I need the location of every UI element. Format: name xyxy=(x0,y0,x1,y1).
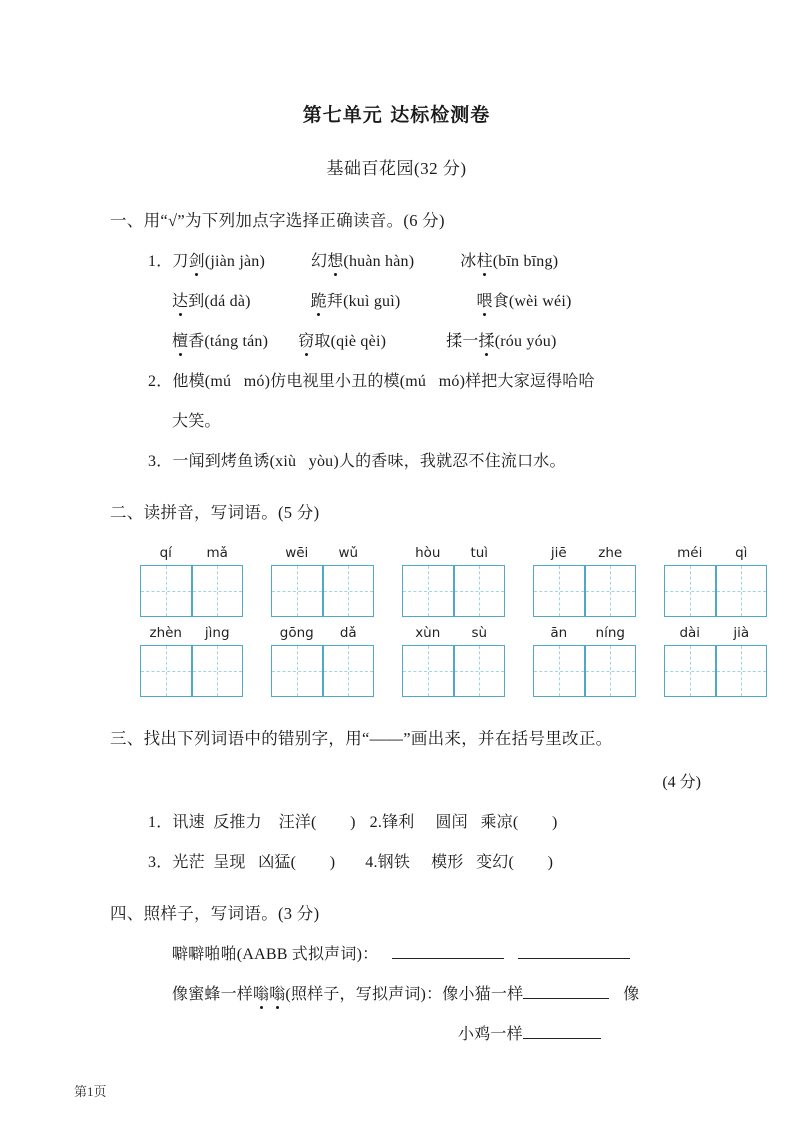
pinyin-label xyxy=(533,545,636,561)
pinyin-options[interactable]: (qiè qèi) xyxy=(330,333,387,350)
pinyin-label xyxy=(664,625,767,641)
section-three-row-2 xyxy=(0,832,793,872)
tianzi-cell[interactable] xyxy=(271,645,323,697)
tianzi-cell[interactable] xyxy=(140,645,192,697)
pinyin-word-xun-su xyxy=(402,625,505,697)
pinyin-word-jie-zhe xyxy=(533,545,636,617)
pinyin-syllable: mǎ xyxy=(206,545,228,561)
dotted-char: 想 xyxy=(327,248,343,271)
tianzi-cell[interactable] xyxy=(454,645,506,697)
pinyin-syllable: hòu xyxy=(415,545,441,561)
pinyin-options[interactable]: (jiàn jàn) xyxy=(204,253,266,270)
pinyin-label xyxy=(402,625,505,641)
tianzi-cell[interactable] xyxy=(585,565,637,617)
choice-word-5[interactable] xyxy=(311,293,401,310)
section-one-heading: 一、用“√”为下列加点字选择正确读音。(6 分) xyxy=(110,211,445,230)
pinyin-syllable: wǔ xyxy=(338,545,359,561)
dotted-char: 柱 xyxy=(476,248,492,271)
word-before: 揉一 xyxy=(446,333,479,350)
tianzi-cell[interactable] xyxy=(192,565,244,617)
tianzi-cell[interactable] xyxy=(271,565,323,617)
pinyin-options[interactable]: (kuì guì) xyxy=(343,293,401,310)
word-after: 食 xyxy=(492,293,509,310)
pinyin-word-hou-tui xyxy=(402,545,505,617)
section-three xyxy=(0,697,793,872)
pinyin-syllable: dǎ xyxy=(339,625,357,641)
answer-blank-2[interactable] xyxy=(518,958,630,959)
pinyin-word-qi-ma xyxy=(140,545,243,617)
word-before: 冰 xyxy=(460,253,477,270)
pinyin-word-gong-da xyxy=(271,625,374,697)
dotted-char: 窃 xyxy=(298,328,314,351)
section-two xyxy=(0,471,793,697)
pinyin-word-wei-wu xyxy=(271,545,374,617)
pinyin-label xyxy=(140,545,243,561)
tianzi-box[interactable] xyxy=(664,565,767,617)
section-two-heading: 二、读拼音，写词语。(5 分) xyxy=(110,503,320,522)
choice-word-4[interactable] xyxy=(172,293,251,310)
tianzi-cell[interactable] xyxy=(533,565,585,617)
section-one-item-3 xyxy=(0,431,793,471)
pinyin-word-dai-jia xyxy=(664,625,767,697)
dotted-char: 檀 xyxy=(172,328,188,351)
choice-word-3[interactable] xyxy=(460,253,558,270)
page-number: 第1页 xyxy=(74,1084,107,1099)
pinyin-syllable: dài xyxy=(679,625,701,641)
section-four-item-2-cont xyxy=(0,1004,793,1044)
section-four-heading: 四、照样子，写词语。(3 分) xyxy=(110,904,320,923)
tianzi-cell[interactable] xyxy=(716,645,768,697)
dotted-char: 跪 xyxy=(311,288,327,311)
choice-word-7[interactable] xyxy=(172,333,268,350)
word-after: 取 xyxy=(314,333,331,350)
pinyin-syllable: qí xyxy=(159,545,172,561)
pinyin-label xyxy=(271,545,374,561)
pinyin-options[interactable]: (táng tán) xyxy=(204,333,269,350)
pinyin-label xyxy=(533,625,636,641)
dotted-char: 喂 xyxy=(476,288,492,311)
page-title: 第七单元 达标检测卷 xyxy=(302,104,491,126)
tianzi-cell[interactable] xyxy=(323,645,375,697)
section-four-item-1 xyxy=(0,924,793,964)
word-after: 香 xyxy=(188,333,205,350)
pinyin-syllable: gōng xyxy=(279,625,314,641)
tianzi-cell[interactable] xyxy=(454,565,506,617)
section-four-item-2 xyxy=(0,964,793,1004)
dotted-char: 嗡 xyxy=(253,981,269,1004)
wrong-word-item-3[interactable]: 3．光茫 呈现 凶猛( ) xyxy=(148,854,336,871)
answer-blank-3[interactable] xyxy=(523,998,609,999)
tianzi-cell[interactable] xyxy=(402,565,454,617)
tianzi-cell[interactable] xyxy=(716,565,768,617)
pinyin-syllable: zhèn xyxy=(149,625,182,641)
tianzi-box[interactable] xyxy=(271,565,374,617)
tianzi-box[interactable] xyxy=(402,645,505,697)
pinyin-label xyxy=(140,625,243,641)
word-after: 拜 xyxy=(326,293,344,310)
dotted-char: 达 xyxy=(172,288,188,311)
pinyin-syllable: níng xyxy=(595,625,625,641)
item-number: 1． xyxy=(148,253,173,270)
word-before: 幻 xyxy=(311,253,328,270)
tianzi-box[interactable] xyxy=(140,645,243,697)
choice-word-6[interactable] xyxy=(476,293,571,310)
choice-word-1[interactable] xyxy=(172,253,265,270)
wrong-word-item-4[interactable]: 4.钢铁 模形 变幻( ) xyxy=(365,854,554,871)
pinyin-options[interactable]: (róu yóu) xyxy=(494,333,557,350)
pinyin-syllable: sù xyxy=(471,625,488,641)
word-after: 到 xyxy=(188,293,205,310)
item-text[interactable]: 一闻到烤鱼诱(xiù yòu)人的香味，我就忍不住流口水。 xyxy=(172,453,566,470)
section-three-score: (4 分) xyxy=(662,774,701,791)
tianzi-box[interactable] xyxy=(533,565,636,617)
answer-blank-4[interactable] xyxy=(523,1038,601,1039)
section-one-item-2 xyxy=(0,351,793,391)
answer-blank-1[interactable] xyxy=(392,958,504,959)
section-one-item-1-row-3 xyxy=(0,311,793,351)
section-one xyxy=(0,179,793,471)
page-subtitle: 基础百花园(32 分) xyxy=(326,159,467,178)
pinyin-options[interactable]: (bīn bīng) xyxy=(492,253,559,270)
wrong-word-item-2[interactable]: 2.锋利 圆闰 乘凉( ) xyxy=(369,814,558,831)
pinyin-options[interactable]: (huàn hàn) xyxy=(343,253,415,270)
dotted-char: 揉 xyxy=(479,328,495,351)
dotted-char: 嗡 xyxy=(269,981,285,1004)
pinyin-syllable: tuì xyxy=(470,545,489,561)
pinyin-options[interactable]: (dá dà) xyxy=(204,293,251,310)
pinyin-syllable: jìng xyxy=(204,625,230,641)
pinyin-options[interactable]: (wèi wéi) xyxy=(508,293,572,310)
tianzi-cell[interactable] xyxy=(533,645,585,697)
tianzi-cell[interactable] xyxy=(192,645,244,697)
pinyin-label xyxy=(402,545,505,561)
section-one-item-1-row-2 xyxy=(0,271,793,311)
tianzi-cell[interactable] xyxy=(323,565,375,617)
item-number: 2． xyxy=(148,373,173,390)
pinyin-label xyxy=(271,625,374,641)
example-line2: 小鸡一样 xyxy=(458,1026,523,1043)
tianzi-box[interactable] xyxy=(533,645,636,697)
pinyin-word-an-ning xyxy=(533,625,636,697)
choice-word-9[interactable] xyxy=(446,333,556,350)
example-tail: 像 xyxy=(623,986,640,1003)
tianzi-cell[interactable] xyxy=(664,645,716,697)
pinyin-syllable: méi xyxy=(677,545,703,561)
pinyin-grid-area xyxy=(0,523,793,697)
tianzi-box[interactable] xyxy=(402,565,505,617)
item-number: 3． xyxy=(148,453,173,470)
tianzi-cell[interactable] xyxy=(664,565,716,617)
section-four xyxy=(0,872,793,1044)
pinyin-syllable: qì xyxy=(735,545,748,561)
pinyin-syllable: wēi xyxy=(285,545,309,561)
choice-word-2[interactable] xyxy=(311,253,414,270)
pinyin-word-mei-qi xyxy=(664,545,767,617)
pinyin-syllable: ān xyxy=(550,625,568,641)
aabb-label: 噼噼啪啪(AABB 式拟声词)： xyxy=(172,946,379,963)
pinyin-syllable: xùn xyxy=(415,625,441,641)
pinyin-grid-row-2 xyxy=(0,625,793,697)
word-before: 刀 xyxy=(172,253,189,270)
tianzi-cell[interactable] xyxy=(140,565,192,617)
section-one-item-2-cont: 大笑。 xyxy=(172,413,221,430)
pinyin-word-zhen-jing xyxy=(140,625,243,697)
dotted-char: 剑 xyxy=(189,248,205,271)
tianzi-box[interactable] xyxy=(664,645,767,697)
pinyin-syllable: jiē xyxy=(550,545,567,561)
pinyin-syllable: jià xyxy=(733,625,750,641)
section-one-item-1-row-1 xyxy=(0,231,793,271)
wrong-word-item-1[interactable]: 1．讯速 反推力 汪洋( ) xyxy=(148,814,356,831)
tianzi-cell[interactable] xyxy=(402,645,454,697)
example-before: 像蜜蜂一样 xyxy=(172,986,254,1003)
tianzi-cell[interactable] xyxy=(585,645,637,697)
pinyin-syllable: zhe xyxy=(598,545,623,561)
section-three-heading: 三、找出下列词语中的错别字，用“——”画出来，并在括号里改正。 xyxy=(110,729,613,748)
tianzi-box[interactable] xyxy=(271,645,374,697)
pinyin-grid-row-1 xyxy=(0,545,793,617)
example-after: (照样子，写拟声词)：像小猫一样 xyxy=(285,986,524,1003)
tianzi-box[interactable] xyxy=(140,565,243,617)
item-text[interactable]: 他模(mú mó)仿电视里小丑的模(mú mó)样把大家逗得哈哈 xyxy=(172,373,595,390)
pinyin-label xyxy=(664,545,767,561)
choice-word-8[interactable] xyxy=(298,333,386,350)
section-three-row-1 xyxy=(0,792,793,832)
